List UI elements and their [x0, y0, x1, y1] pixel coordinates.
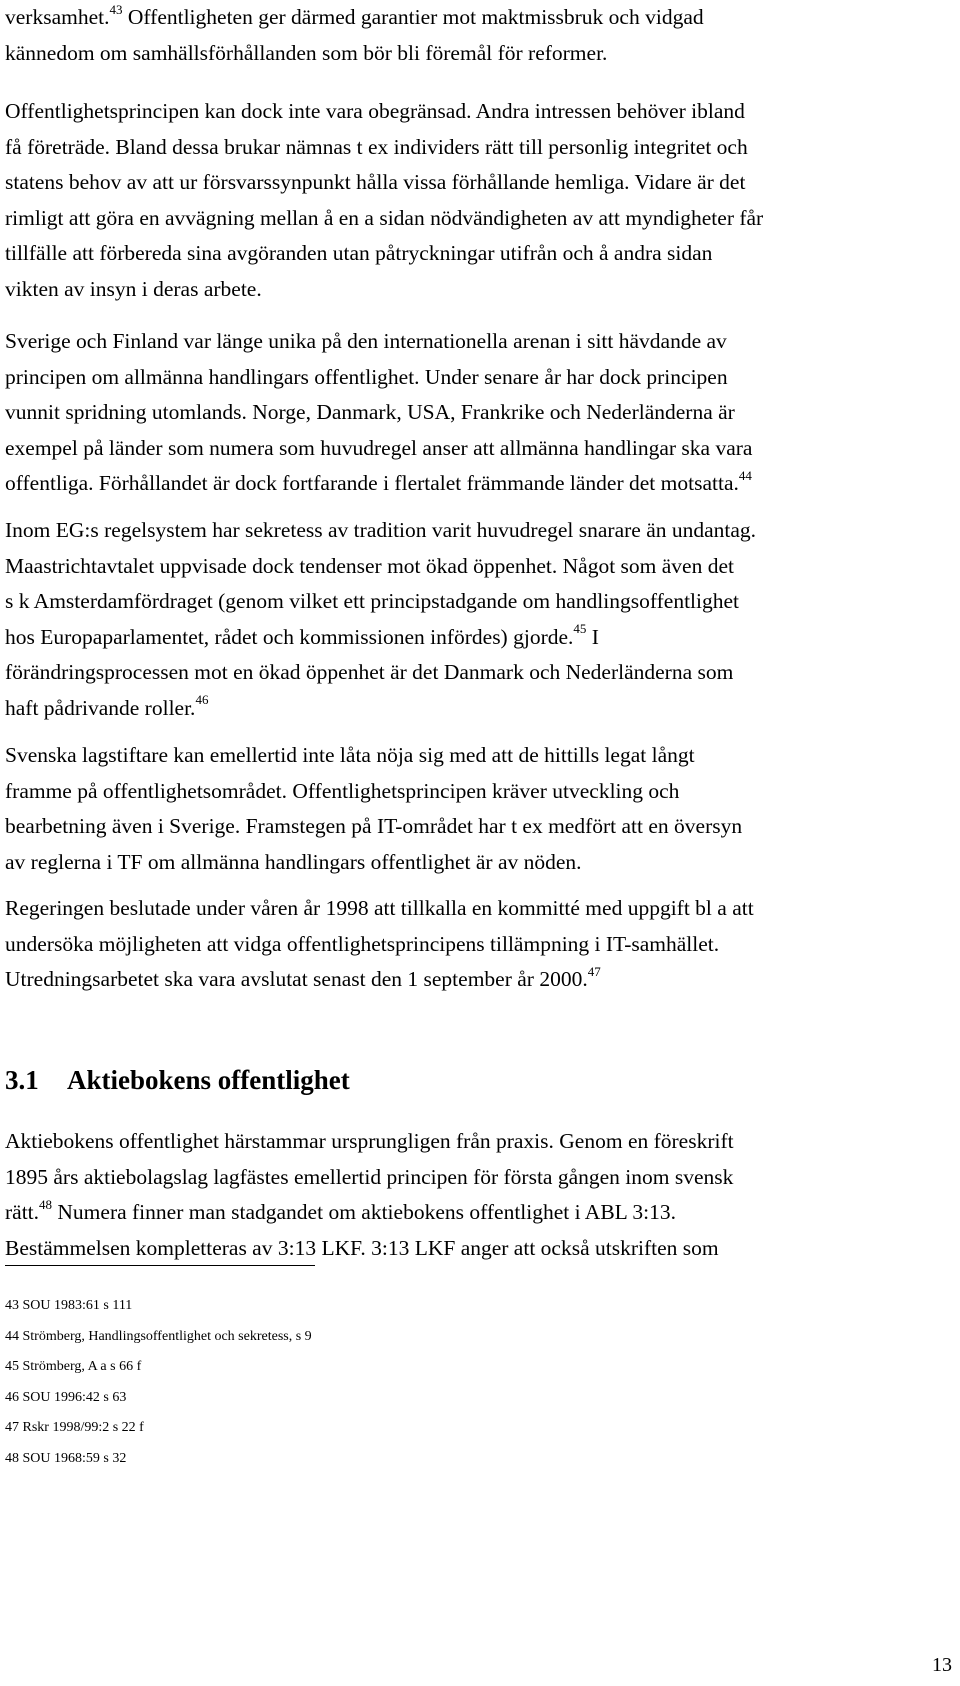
text-line: principen om allmänna handlingars offentlighet. Under senare år har dock principen — [5, 364, 728, 389]
paragraph-6 — [5, 891, 754, 998]
text-line: bearbetning även i Sverige. Framstegen på IT-området har t ex medfört att en översyn — [5, 814, 743, 838]
text-line: rätt.$^{48}$ Numera finner man stadgandet om aktiebokens offentlighet i ABL 3:13. — [5, 1196, 676, 1224]
text-line: undersöka möjligheten att vidga offentlighetsprincipens tillämpning i IT-samhället. — [5, 931, 720, 956]
text-line: offentliga. Förhållandet är dock fortfarande i flertalet främmande länder det motsatta.$^{44}$ — [5, 467, 752, 495]
footnote-separator — [5, 1265, 315, 1266]
text-line: Aktiebokens offentlighet härstammar ursprungligen från praxis. Genom en föreskrift — [5, 1129, 734, 1153]
footnote-ref-43[interactable]: 43 — [109, 1, 123, 17]
paragraph-2 — [5, 94, 763, 307]
text-line: få företräde. Bland dessa brukar nämnas t ex individers rätt till personlig integritet och — [5, 134, 748, 159]
text-line: verksamhet.$^{43}$ Offentligheten ger därmed garantier mot maktmissbruk och vidgad — [5, 1, 704, 29]
footnote-48: 48 SOU 1968:59 s 32 — [5, 1450, 127, 1466]
text-line: framme på offentlighetsområdet. Offentlighetsprincipen kräver utveckling och — [5, 778, 680, 803]
text-line: Maastrichtavtalet uppvisade dock tendenser mot ökad öppenhet. Något som även det — [5, 553, 734, 578]
text-line: hos Europaparlamentet, rådet och kommissionen infördes) gjorde.$^{45}$ I — [5, 621, 599, 649]
footnote-47: 47 Rskr 1998/99:2 s 22 f — [5, 1420, 144, 1435]
text-line: vikten av insyn i deras arbete. — [5, 276, 262, 301]
footnote-44: 44 Strömberg, Handlingsoffentlighet och sekretess, s 9 — [5, 1328, 312, 1344]
text-line: tillfälle att förbereda sina avgöranden utan påtryckningar utifrån och å andra sidan — [5, 241, 713, 265]
footnotes — [5, 1296, 705, 1479]
text-line: vunnit spridning utomlands. Norge, Danmark, USA, Frankrike och Nederländerna är — [5, 400, 735, 424]
footnote-ref-46[interactable]: 46 — [195, 692, 209, 708]
text-line: Offentlighetsprincipen kan dock inte vara obegränsad. Andra intressen behöver ibland — [5, 99, 745, 123]
text-line: Bestämmelsen kompletteras av 3:13 LKF. 3:13 LKF anger att också utskriften som — [5, 1235, 719, 1260]
text-line: kännedom om samhällsförhållanden som bör bli föremål för reformer. — [5, 40, 608, 65]
text-line: Svenska lagstiftare kan emellertid inte låta nöja sig med att de hittills legat långt — [5, 743, 695, 767]
section-number: 3.1 — [5, 1065, 39, 1095]
text-line: rimligt att göra en avvägning mellan å en a sidan nödvändigheten av att myndigheter får — [5, 205, 764, 230]
text-line: exempel på länder som numera som huvudregel anser att allmänna handlingar ska vara — [5, 435, 753, 460]
text-line: 1895 års aktiebolagslag lagfästes emellertid principen för första gången inom svensk — [5, 1164, 734, 1189]
text-line: Inom EG:s regelsystem har sekretess av tradition varit huvudregel snarare än undantag. — [5, 518, 757, 542]
footnote-43: 43 SOU 1983:61 s 111 — [5, 1298, 133, 1313]
paragraph-5 — [5, 738, 742, 880]
footnote-ref-47[interactable]: 47 — [587, 963, 601, 979]
footnote-46: 46 SOU 1996:42 s 63 — [5, 1389, 127, 1405]
section-paragraph — [5, 1124, 734, 1266]
text-line: Regeringen beslutade under våren år 1998 att tillkalla en kommitté med uppgift bl a att — [5, 896, 754, 920]
text-line: statens behov av att ur försvarssynpunkt hålla vissa förhållande hemliga. Vidare är det — [5, 170, 746, 194]
section-title: Aktiebokens offentlighet — [67, 1065, 350, 1095]
text-line: förändringsprocessen mot en ökad öppenhet är det Danmark och Nederländerna som — [5, 660, 734, 684]
text-line: s k Amsterdamfördraget (genom vilket ett principstadgande om handlingsoffentlighet — [5, 589, 740, 613]
footnote-45: 45 Strömberg, A a s 66 f — [5, 1359, 142, 1374]
text-line: Sverige och Finland var länge unika på den internationella arenan i sitt hävdande av — [5, 329, 727, 353]
footnote-ref-44[interactable]: 44 — [738, 467, 752, 483]
text-line: av reglerna i TF om allmänna handlingars offentlighet är av nöden. — [5, 849, 582, 874]
text-line: Utredningsarbetet ska vara avslutat senast den 1 september år 2000.47 — [5, 963, 601, 991]
paragraph-3 — [5, 324, 752, 502]
text-line: haft pådrivande roller.$^{46}$ — [5, 692, 209, 720]
section-heading — [5, 1060, 350, 1100]
page-number: 13 — [932, 1654, 952, 1676]
paragraph-1 — [5, 0, 704, 71]
footnote-ref-45[interactable]: 45 — [573, 621, 587, 637]
footnote-ref-48[interactable]: 48 — [39, 1196, 53, 1212]
paragraph-4 — [5, 513, 756, 726]
